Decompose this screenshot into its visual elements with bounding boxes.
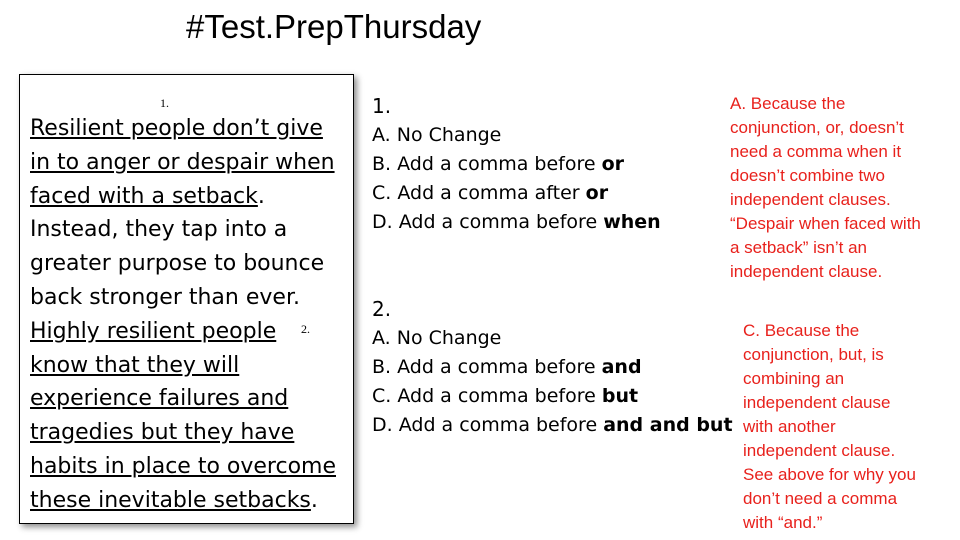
explanation-line: independent clause. (743, 441, 896, 460)
explanation-line: independent clause. (730, 262, 883, 281)
passage-line: tragedies but they have (30, 420, 295, 446)
page-title: #Test.PrepThursday (186, 8, 482, 45)
question-number: 2. (372, 297, 392, 321)
explanation-line: with “and.” (743, 513, 823, 532)
answer-option: A. No Change (372, 124, 502, 146)
passage-line: Highly resilient people (30, 318, 277, 344)
explanation-line: C. Because the (743, 321, 860, 340)
explanation-line: don’t need a comma (743, 489, 898, 508)
passage-line: know that they will (30, 352, 240, 378)
explanation-1 (730, 92, 921, 284)
passage-marker-2: 2. (301, 322, 310, 336)
explanation-line: combining an (743, 369, 845, 388)
passage-line: faced with a setback. (30, 183, 265, 209)
explanation-line: doesn’t combine two (730, 166, 885, 185)
answer-option: C. Add a comma after or (372, 182, 609, 204)
answer-option: A. No Change (372, 327, 502, 349)
passage-line: experience failures and (30, 386, 289, 412)
answer-option: D. Add a comma before when (372, 211, 661, 233)
explanation-line: conjunction, but, is (743, 345, 884, 364)
question-1 (372, 92, 661, 237)
question-2 (372, 295, 733, 440)
answer-option: B. Add a comma before and (372, 356, 642, 378)
passage-marker-1: 1. (160, 96, 169, 110)
explanation-line: See above for why you (743, 465, 916, 484)
answer-option: B. Add a comma before or (372, 153, 625, 175)
passage-line: back stronger than ever. (30, 284, 300, 310)
answer-option: C. Add a comma before but (372, 385, 639, 407)
explanation-line: need a comma when it (730, 142, 902, 161)
passage-line: Instead, they tap into a (30, 217, 288, 243)
explanation-line: independent clauses. (730, 190, 891, 209)
explanation-line: with another (743, 417, 836, 436)
passage-line: these inevitable setbacks. (30, 487, 318, 513)
explanation-2 (743, 319, 916, 535)
explanation-line: a setback” isn’t an (730, 238, 868, 257)
passage-line: habits in place to overcome (30, 453, 336, 479)
passage-line: in to anger or despair when (30, 149, 335, 175)
explanation-line: A. Because the (730, 94, 846, 113)
explanation-line: conjunction, or, doesn’t (730, 118, 904, 137)
answer-option: D. Add a comma before and and but (372, 414, 733, 436)
passage-text (30, 112, 360, 518)
question-number: 1. (372, 94, 392, 118)
passage-line: greater purpose to bounce (30, 251, 325, 277)
explanation-line: independent clause (743, 393, 891, 412)
passage-line: Resilient people don’t give (30, 116, 323, 141)
explanation-line: “Despair when faced with (730, 214, 921, 233)
